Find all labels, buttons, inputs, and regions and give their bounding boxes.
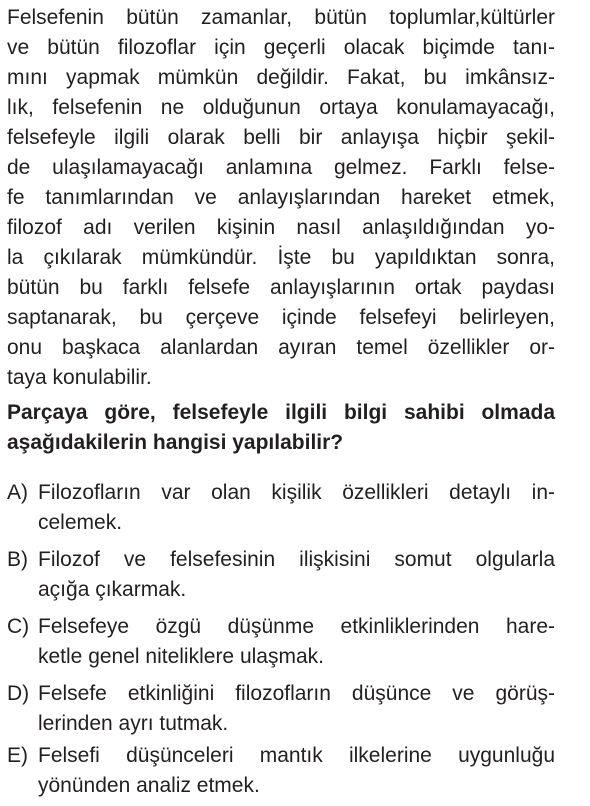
option-text-line: Filozofların var olan kişilik özellikleri detaylı in- (38, 481, 555, 504)
option-letter: D) (7, 682, 30, 705)
passage-line: saptanarak, bu çerçeve içinde felsefeyi belirleyen, (7, 306, 555, 329)
option-letter: E) (7, 744, 28, 767)
option-text-line: Filozof ve felsefesinin ilişkisini somut olgularla (38, 548, 555, 571)
option-letter: C) (7, 615, 30, 638)
passage-line: de ulaşılamayacağı anlamına gelmez. Farklı felse- (7, 156, 555, 179)
option-text-line: Felsefe etkinliğini filozofların düşünce ve görüş- (38, 682, 555, 705)
passage-line: filozof adı verilen kişinin nasıl anlaşıldığından yo- (7, 216, 555, 239)
passage-line: mını yapmak mümkün değildir. Fakat, bu imkânsız- (7, 66, 555, 89)
option-text-line: celemek. (38, 511, 123, 534)
option-text-line: yönünden analiz etmek. (38, 774, 260, 797)
passage-line: la çıkılarak mümkündür. İşte bu yapıldıktan sonra, (7, 246, 555, 269)
passage-line: felsefeyle ilgili olarak belli bir anlayışa hiçbir şekil- (7, 126, 555, 149)
passage-line: bütün bu farklı felsefe anlayışlarının ortak paydası (7, 276, 555, 299)
passage-line: taya konulabilir. (7, 366, 152, 389)
question-line: aşağıdakilerin hangisi yapılabilir? (7, 431, 344, 454)
passage-line: Felsefenin bütün zamanlar, bütün toplumlar,kültürler (7, 6, 555, 29)
passage-line: fe tanımlarından ve anlayışlarından hareket etmek, (7, 186, 555, 209)
option-text-line: açığa çıkarmak. (38, 578, 187, 601)
option-text-line: ketle genel niteliklere ulaşmak. (38, 645, 324, 668)
option-letter: B) (7, 548, 28, 571)
passage-line: lık, felsefenin ne olduğunun ortaya konulamayacağı, (7, 96, 555, 119)
passage-line: onu başkaca alanlardan ayıran temel özellikler or- (7, 336, 555, 359)
option-letter: A) (7, 481, 28, 504)
question-line: Parçaya göre, felsefeyle ilgili bilgi sahibi olmada (7, 401, 555, 424)
option-text-line: lerinden ayrı tutmak. (38, 712, 229, 735)
option-text-line: Felsefi düşünceleri mantık ilkelerine uygunluğu (38, 744, 555, 767)
passage-line: ve bütün filozoflar için geçerli olacak biçimde tanı- (7, 36, 555, 59)
option-text-line: Felsefeye özgü düşünme etkinliklerinden hare- (38, 615, 555, 638)
